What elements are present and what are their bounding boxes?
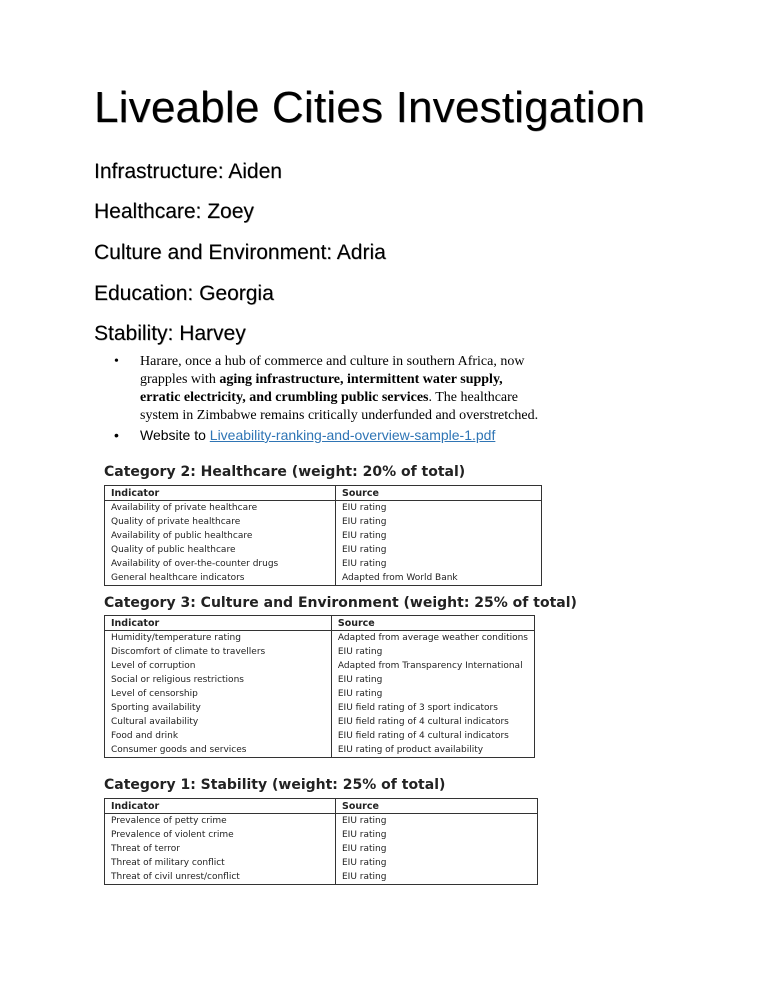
indicator-cell: Availability of public healthcare <box>105 529 336 543</box>
indicator-cell: Level of corruption <box>105 659 332 673</box>
table-row <box>105 870 538 885</box>
notes-list <box>114 353 544 444</box>
table-row <box>105 501 542 516</box>
list-item <box>114 353 544 425</box>
indicator-cell: Availability of over-the-counter drugs <box>105 557 336 571</box>
column-header: Source <box>336 799 538 814</box>
source-cell: EIU rating <box>336 842 538 856</box>
table-row <box>105 645 535 659</box>
column-header: Source <box>336 486 542 501</box>
table-row <box>105 828 538 842</box>
table-title-stability: Category 1: Stability (weight: 25% of total) <box>104 777 446 793</box>
table-header-row <box>105 799 538 814</box>
document-title: Liveable Cities Investigation <box>94 83 646 132</box>
indicator-cell: Threat of military conflict <box>105 856 336 870</box>
assignment-infrastructure: Infrastructure: Aiden <box>94 160 282 183</box>
table-row <box>105 814 538 829</box>
indicator-cell: Consumer goods and services <box>105 743 332 758</box>
table-row <box>105 673 535 687</box>
indicator-cell: Food and drink <box>105 729 332 743</box>
table-row <box>105 571 542 586</box>
table-row <box>105 729 535 743</box>
source-cell: EIU rating <box>336 557 542 571</box>
source-cell: EIU rating <box>336 501 542 516</box>
indicator-cell: Threat of civil unrest/conflict <box>105 870 336 885</box>
bullet-tail-text: . The healthcare system in Zimbabwe remains critically underfunded and overstretched. <box>140 390 539 423</box>
stability-table <box>104 798 538 885</box>
list-item <box>114 426 544 444</box>
indicator-cell: Level of censorship <box>105 687 332 701</box>
source-cell: EIU rating <box>331 645 534 659</box>
culture-environment-table <box>104 615 535 758</box>
bullet-text: Website to <box>140 427 210 443</box>
table-row <box>105 631 535 646</box>
column-header: Indicator <box>105 616 332 631</box>
source-cell: Adapted from World Bank <box>336 571 542 586</box>
source-cell: EIU rating <box>331 687 534 701</box>
table-row <box>105 743 535 758</box>
bullet-bold-text: aging infrastructure, intermittent water supply, erratic electricity, and crumbling public services <box>140 372 503 405</box>
table-row <box>105 659 535 673</box>
indicator-cell: Cultural availability <box>105 715 332 729</box>
table-row <box>105 529 542 543</box>
table-row <box>105 715 535 729</box>
source-cell: EIU field rating of 4 cultural indicators <box>331 715 534 729</box>
indicator-cell: Social or religious restrictions <box>105 673 332 687</box>
column-header: Indicator <box>105 799 336 814</box>
source-cell: EIU rating <box>336 814 538 829</box>
indicator-cell: Prevalence of petty crime <box>105 814 336 829</box>
indicator-cell: Prevalence of violent crime <box>105 828 336 842</box>
source-cell: EIU rating <box>331 673 534 687</box>
healthcare-table <box>104 485 542 586</box>
source-cell: EIU field rating of 4 cultural indicators <box>331 729 534 743</box>
indicator-cell: Threat of terror <box>105 842 336 856</box>
indicator-cell: Availability of private healthcare <box>105 501 336 516</box>
table-row <box>105 701 535 715</box>
table-row <box>105 687 535 701</box>
bullet-text: Harare, once a hub of commerce and culture in southern Africa, now grapples with <box>140 354 525 387</box>
indicator-cell: Quality of public healthcare <box>105 543 336 557</box>
source-cell: EIU rating <box>336 870 538 885</box>
source-cell: EIU rating <box>336 543 542 557</box>
table-row <box>105 515 542 529</box>
indicator-cell: Sporting availability <box>105 701 332 715</box>
table-title-culture: Category 3: Culture and Environment (weight: 25% of total) <box>104 595 577 611</box>
table-header-row <box>105 616 535 631</box>
assignment-stability: Stability: Harvey <box>94 322 246 345</box>
indicator-cell: General healthcare indicators <box>105 571 336 586</box>
source-cell: EIU rating <box>336 515 542 529</box>
source-cell: Adapted from Transparency International <box>331 659 534 673</box>
table-row <box>105 543 542 557</box>
table-title-healthcare: Category 2: Healthcare (weight: 20% of total) <box>104 464 466 480</box>
column-header: Indicator <box>105 486 336 501</box>
source-cell: EIU rating <box>336 529 542 543</box>
assignment-education: Education: Georgia <box>94 282 274 305</box>
indicator-cell: Humidity/temperature rating <box>105 631 332 646</box>
table-row <box>105 856 538 870</box>
indicator-cell: Quality of private healthcare <box>105 515 336 529</box>
table-row <box>105 557 542 571</box>
source-cell: EIU field rating of 3 sport indicators <box>331 701 534 715</box>
assignment-healthcare: Healthcare: Zoey <box>94 200 254 223</box>
source-cell: EIU rating of product availability <box>331 743 534 758</box>
indicator-cell: Discomfort of climate to travellers <box>105 645 332 659</box>
source-cell: EIU rating <box>336 856 538 870</box>
pdf-link[interactable]: Liveability-ranking-and-overview-sample-1.pdf <box>209 427 496 443</box>
column-header: Source <box>331 616 534 631</box>
table-header-row <box>105 486 542 501</box>
assignment-culture: Culture and Environment: Adria <box>94 241 386 264</box>
source-cell: EIU rating <box>336 828 538 842</box>
source-cell: Adapted from average weather conditions <box>331 631 534 646</box>
table-row <box>105 842 538 856</box>
